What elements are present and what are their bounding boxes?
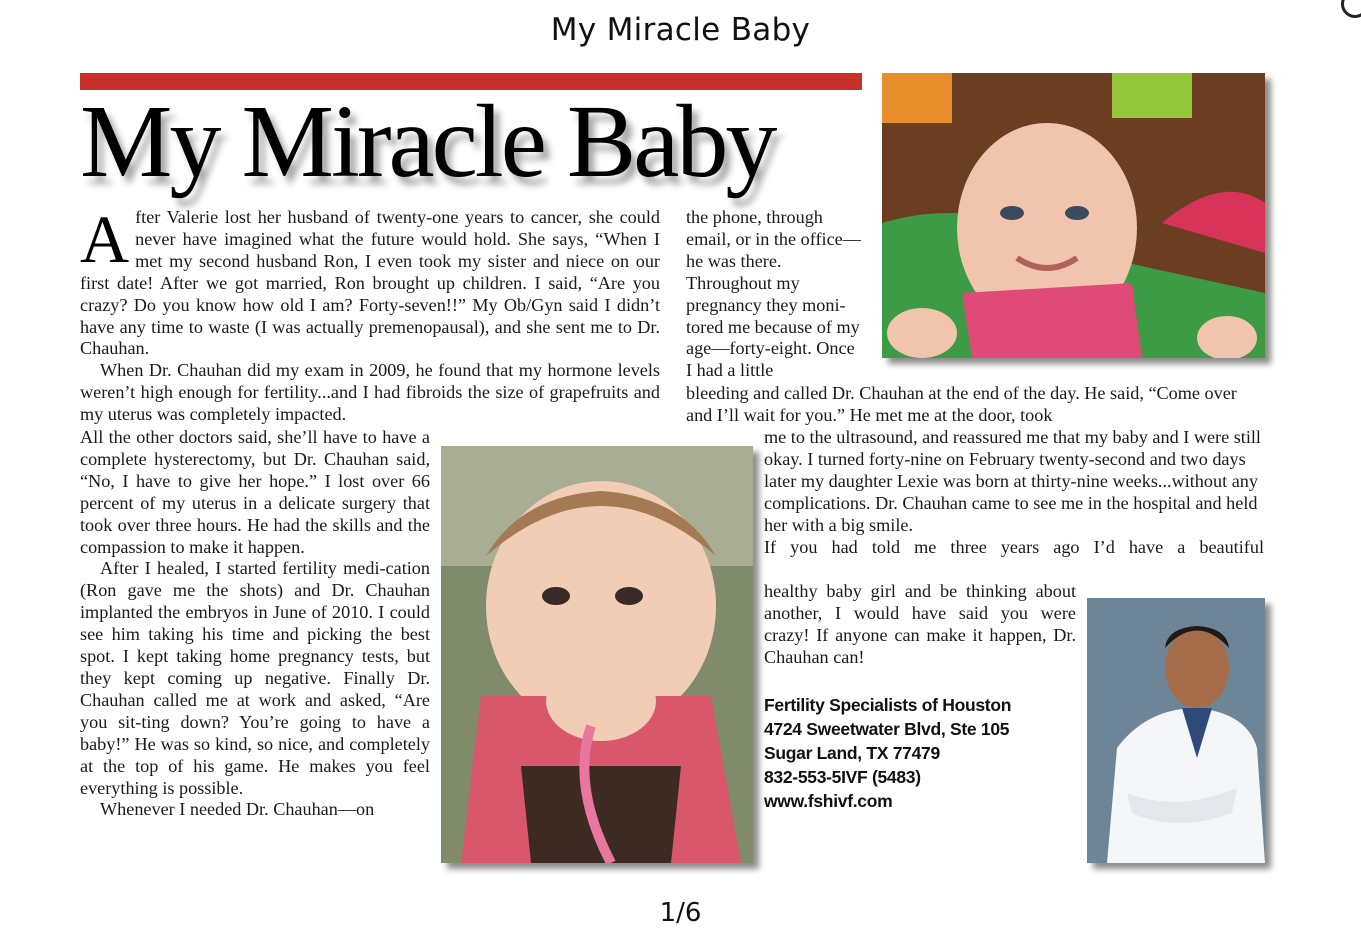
paragraph-exam: When Dr. Chauhan did my exam in 2009, he found that my hormone levels weren’t high enough for fertility...and I had fibroids the size of grapefruits and my uterus was completely impacted. — [80, 360, 660, 425]
article-headline: My Miracle Baby — [80, 84, 775, 199]
clinic-phone: 832-553-5IVF (5483) — [764, 767, 921, 787]
doctor-photo — [1087, 598, 1265, 863]
clinic-website[interactable]: www.fshivf.com — [764, 791, 893, 811]
article-column-1 — [80, 201, 660, 426]
baby-photo-top — [882, 73, 1265, 358]
contact-block — [764, 693, 1011, 813]
paragraph-support: the phone, through email, or in the office—he was there. Throughout my pregnancy they moni-tored me because of my age—forty-eight. Once I had a little — [686, 207, 861, 381]
paragraph-closing-wide: If you had told me three years ago I’d have a beautiful — [764, 536, 1264, 557]
article-column-2-final — [764, 581, 1076, 669]
page-indicator: 1/6 — [659, 898, 702, 928]
paragraph-birth: me to the ultrasound, and reassured me that my baby and I were still okay. I turned forty-nine on February twenty-second and two days later my daughter Lexie was born at thirty-nine weeks...without any complications. Dr. Chauhan came to see me in the hospital and held her with a big smile. — [764, 427, 1261, 535]
clinic-name: Fertility Specialists of Houston — [764, 695, 1012, 715]
paragraph-bleeding: bleeding and called Dr. Chauhan at the end of the day. He said, “Come over and I’ll wait for you.” He met me at the door, took — [686, 383, 1237, 425]
clinic-city: Sugar Land, TX 77479 — [764, 743, 940, 763]
paragraph-closing: healthy baby girl and be thinking about another, I would have said you were crazy! If anyone can make it happen, Dr. Chauhan can! — [764, 581, 1076, 667]
drop-cap: A — [80, 201, 130, 277]
baby-photo-middle — [441, 446, 753, 863]
article-column-2-right — [764, 427, 1264, 558]
paragraph-surgery: All the other doctors said, she’ll have to have a complete hysterectomy, but Dr. Chauhan said, “No, I have to give her hope.” I lost over 66 percent of my uterus in a delicate surgery that took over three hours. He had the skills and the compassion to make it happen. — [80, 427, 430, 557]
article-column-1-narrow — [80, 427, 430, 821]
paragraph-treatment: After I healed, I started fertility medi-cation (Ron gave me the shots) and Dr. Chauhan implanted the embryos in June of 2010. I could see him taking his time and picking the best spot. I kept taking home pregnancy tests, but they kept coming up negative. Finally Dr. Chauhan called me at work and asked, “Are you sit-ting down? You’re going to have a baby!” He was so kind, so nice, and completely at the top of his game. He makes you feel everything is possible. — [80, 558, 430, 798]
paragraph-intro: fter Valerie lost her husband of twenty-one years to cancer, she could never have imagined what the future would hold. She says, “When I met my second husband Ron, I even took my sister and niece on our first date! After we got married, Ron brought up children. I said, “Are you crazy? Do you know how old I am? Forty-seven!!” My Ob/Gyn said I didn’t have any time to waste (I was actually premenopausal), and she sent me to Dr. Chauhan. — [80, 207, 660, 359]
paragraph-last-line: Whenever I needed Dr. Chauhan—on — [100, 799, 375, 820]
document-title: My Miracle Baby — [550, 12, 811, 48]
clinic-address: 4724 Sweetwater Blvd, Ste 105 — [764, 719, 1010, 739]
article-column-2-top — [686, 207, 864, 382]
article-column-2-wide — [686, 383, 1246, 427]
